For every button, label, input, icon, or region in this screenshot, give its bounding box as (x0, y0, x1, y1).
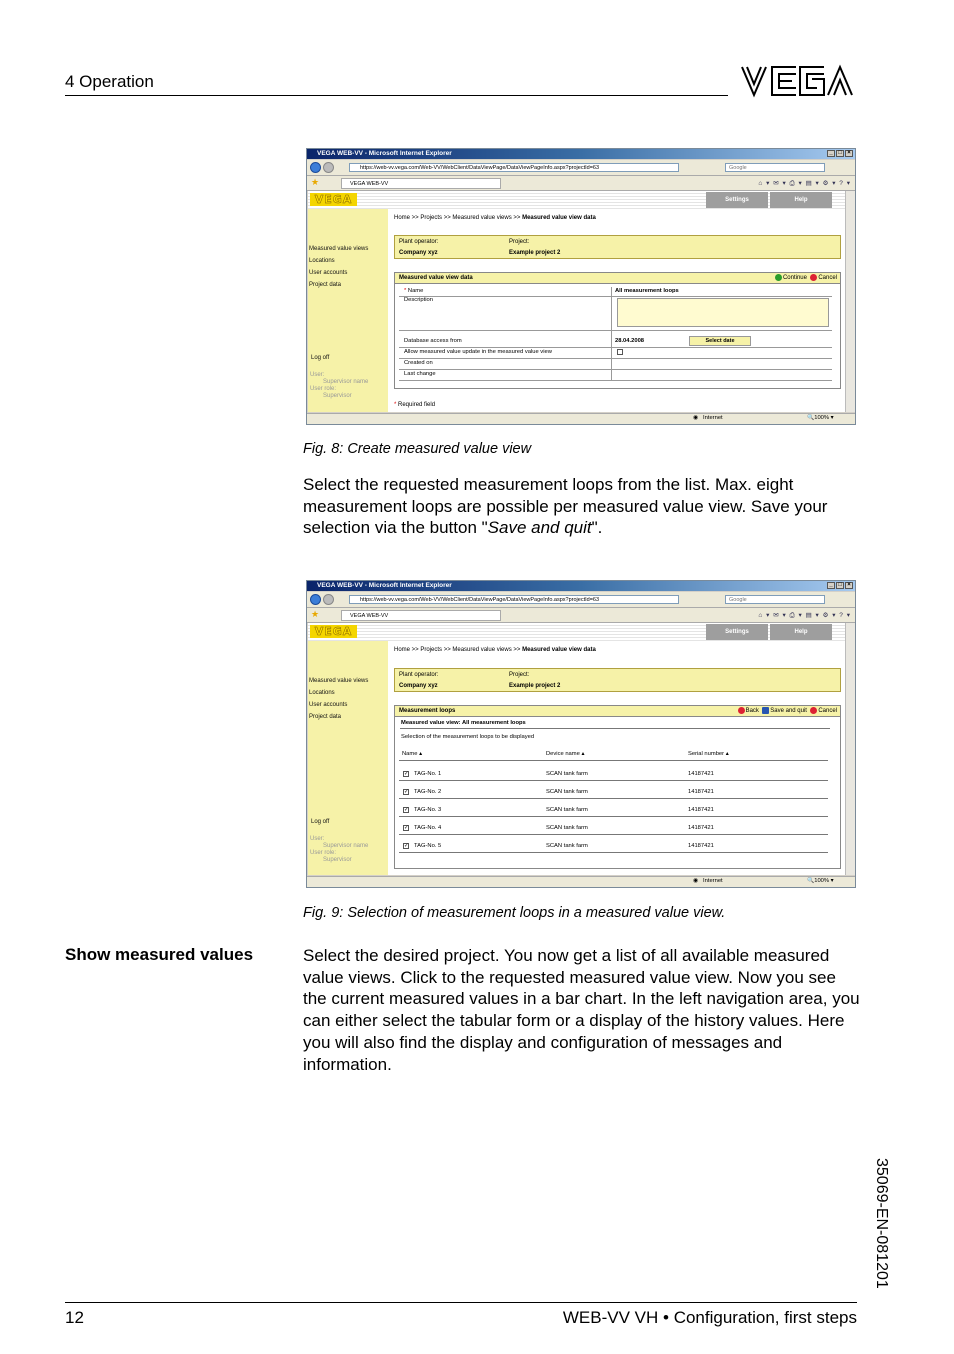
vertical-scrollbar[interactable] (845, 191, 855, 412)
favorites-star-icon[interactable]: ★ (311, 609, 320, 619)
browser-tabbar (307, 176, 855, 191)
back-button[interactable]: Back (738, 708, 759, 714)
toolbar-icons[interactable]: ⌂ ▾ ✉ ▾ ⎙ ▾ ▤ ▾ ⚙ ▾ ? ▾ (758, 180, 851, 187)
column-header-name[interactable]: Name ▴ (402, 751, 422, 757)
page-number: 12 (65, 1308, 84, 1327)
browser-tabbar (307, 608, 855, 623)
window-title: VEGA WEB-VV - Microsoft Internet Explorer (317, 582, 452, 589)
minimize-icon[interactable]: _ (827, 582, 835, 589)
loop-serial: 14187421 (688, 825, 714, 831)
loop-name: TAG-No. 5 (414, 843, 442, 849)
nav-locations[interactable]: Locations (309, 690, 335, 696)
zoom-level[interactable]: 🔍100% ▾ (807, 878, 834, 884)
forward-arrow-icon[interactable] (323, 594, 334, 605)
loop-row[interactable] (395, 806, 840, 822)
status-bar (307, 413, 855, 424)
browser-navbar (307, 160, 855, 176)
continue-button[interactable]: Continue (775, 275, 807, 281)
search-box[interactable]: Google (725, 163, 825, 172)
zoom-level[interactable]: 🔍100% ▾ (807, 415, 834, 421)
loop-checkbox[interactable]: ✓ (404, 807, 409, 813)
loop-row[interactable] (395, 788, 840, 804)
save-and-quit-button[interactable]: Save and quit (762, 708, 807, 714)
loop-checkbox[interactable]: ✓ (404, 789, 409, 795)
loop-device: SCAN tank farm (546, 807, 588, 813)
loop-row[interactable] (395, 770, 840, 786)
browser-tab[interactable]: VEGA WEB-VV (341, 610, 501, 621)
log-off-link[interactable]: Log off (311, 355, 330, 361)
site-header (308, 623, 846, 641)
loop-device: SCAN tank farm (546, 771, 588, 777)
header-rule (65, 95, 728, 96)
cancel-button[interactable]: Cancel (810, 708, 837, 714)
footer-title: WEB-VV VH • Configuration, first steps (562, 1308, 857, 1327)
loop-name: TAG-No. 1 (414, 771, 442, 777)
address-bar[interactable]: https://web-vv.vega.com/Web-VV/WebClient/DataViewPage/DataViewPageInfo.aspx?projectId=63 (349, 163, 679, 172)
settings-button[interactable]: Settings (706, 192, 768, 208)
breadcrumb: Home >> Projects >> Measured value views >> Measured value view data (394, 215, 596, 221)
forward-arrow-icon[interactable] (323, 162, 334, 173)
loop-device: SCAN tank farm (546, 825, 588, 831)
web-page (308, 623, 846, 875)
settings-button[interactable]: Settings (706, 624, 768, 640)
description-row: Description (399, 296, 832, 331)
web-page (308, 191, 846, 412)
document-id: 35069-EN-081201 (873, 1158, 890, 1289)
globe-icon: ◉ (693, 415, 699, 421)
nav-locations[interactable]: Locations (309, 258, 335, 264)
allow-update-checkbox[interactable] (617, 349, 623, 355)
site-header (308, 191, 846, 209)
loop-checkbox[interactable]: ✓ (404, 843, 409, 849)
breadcrumb: Home >> Projects >> Measured value views >> Measured value view data (394, 647, 596, 653)
nav-user-accounts[interactable]: User accounts (309, 270, 348, 276)
log-off-link[interactable]: Log off (311, 819, 330, 825)
project-info-box: Plant operator: Project: Company xyz Example project 2 (394, 235, 841, 259)
maximize-icon[interactable]: □ (836, 582, 844, 589)
vega-logo (740, 64, 858, 98)
allow-update-row: Allow measured value update in the measured value view (399, 347, 832, 359)
figure-8-caption: Fig. 8: Create measured value view (303, 441, 532, 457)
nav-project-data[interactable]: Project data (309, 714, 342, 720)
created-on-row: Created on (399, 358, 832, 370)
panel-title: Measurement loops (395, 706, 840, 717)
figure-9-screenshot (306, 580, 856, 888)
minimize-icon[interactable]: _ (827, 150, 835, 157)
project-info-box: Plant operator: Project: Company xyz Example project 2 (394, 668, 841, 692)
loop-row[interactable] (395, 842, 840, 858)
browser-navbar (307, 592, 855, 608)
last-change-row: Last change (399, 369, 832, 381)
name-input[interactable]: All measurement loops (615, 288, 679, 294)
loop-device: SCAN tank farm (546, 843, 588, 849)
loop-device: SCAN tank farm (546, 789, 588, 795)
browser-tab[interactable]: VEGA WEB-VV (341, 178, 501, 189)
security-zone: Internet (703, 415, 723, 421)
panel-title: Measured value view data (395, 273, 840, 284)
toolbar-icons[interactable]: ⌂ ▾ ✉ ▾ ⎙ ▾ ▤ ▾ ⚙ ▾ ? ▾ (758, 612, 851, 619)
window-titlebar (307, 581, 855, 591)
figure-8-screenshot (306, 148, 856, 425)
help-button[interactable]: Help (770, 192, 832, 208)
figure-9-caption: Fig. 9: Selection of measurement loops in a measured value view. (303, 905, 726, 921)
security-zone: Internet (703, 878, 723, 884)
loop-serial: 14187421 (688, 807, 714, 813)
cancel-button[interactable]: Cancel (810, 275, 837, 281)
loop-serial: 14187421 (688, 843, 714, 849)
nav-user-accounts[interactable]: User accounts (309, 702, 348, 708)
status-bar (307, 876, 855, 887)
back-arrow-icon[interactable] (310, 162, 321, 173)
footer-rule (65, 1302, 857, 1303)
nav-project-data[interactable]: Project data (309, 282, 342, 288)
close-icon[interactable]: × (845, 150, 853, 157)
window-titlebar (307, 149, 855, 159)
loop-serial: 14187421 (688, 789, 714, 795)
user-info: User: Supervisor name User role: Supervisor (310, 372, 369, 399)
nav-measured-value-views[interactable]: Measured value views (309, 246, 369, 252)
loop-checkbox[interactable]: ✓ (404, 771, 409, 777)
globe-icon: ◉ (693, 878, 699, 884)
paragraph-show-values: Select the desired project. You now get a list of all available measured value views. Click to the requested measured value view. Now you see the current measured values in a bar chart. In the left navigation area, you can either select the tabular form or a display of the history values. Here you will also find the display and configuration of messages and information. (303, 946, 860, 1074)
address-bar[interactable]: https://web-vv.vega.com/Web-VV/WebClient/DataViewPage/DataViewPageInfo.aspx?projectId=63 (349, 595, 679, 604)
required-field-note: * Required field (394, 402, 436, 408)
paragraph-select-loops: Select the requested measurement loops from the list. Max. eight measurement loops are possible per measured value view. Save your selection via the button "Save and quit". (303, 475, 828, 538)
measurement-loops-panel (394, 705, 841, 869)
back-arrow-icon[interactable] (310, 594, 321, 605)
maximize-icon[interactable]: □ (836, 150, 844, 157)
section-header: 4 Operation (65, 72, 154, 91)
favorites-star-icon[interactable]: ★ (311, 177, 320, 187)
loop-checkbox[interactable]: ✓ (404, 825, 409, 831)
column-header-device[interactable]: Device name ▴ (546, 751, 585, 757)
section-heading: Show measured values (65, 945, 254, 964)
column-header-serial[interactable]: Serial number ▴ (688, 751, 729, 757)
select-date-button[interactable]: Select date (689, 336, 751, 346)
close-icon[interactable]: × (845, 582, 853, 589)
site-logo[interactable]: VEGA (310, 625, 357, 638)
loop-name: TAG-No. 3 (414, 807, 442, 813)
search-box[interactable]: Google (725, 595, 825, 604)
view-title: Measured value view: All measurement loops (401, 720, 526, 726)
loop-name: TAG-No. 4 (414, 825, 442, 831)
database-access-row: Database access from 28.04.2008 Select date (399, 336, 832, 348)
vertical-scrollbar[interactable] (845, 623, 855, 875)
selection-hint: Selection of the measurement loops to be displayed (401, 734, 535, 740)
help-button[interactable]: Help (770, 624, 832, 640)
loop-name: TAG-No. 2 (414, 789, 442, 795)
loop-serial: 14187421 (688, 771, 714, 777)
left-navigation (308, 641, 388, 875)
name-row: * Name All measurement loops (399, 287, 832, 297)
description-textarea[interactable] (617, 298, 829, 327)
site-logo[interactable]: VEGA (310, 193, 357, 206)
nav-measured-value-views[interactable]: Measured value views (309, 678, 369, 684)
user-info: User: Supervisor name User role: Supervisor (310, 836, 369, 863)
loop-row[interactable] (395, 824, 840, 840)
left-navigation (308, 209, 388, 412)
window-title: VEGA WEB-VV - Microsoft Internet Explorer (317, 150, 452, 157)
database-access-date: 28.04.2008 (615, 338, 645, 344)
measured-value-view-panel (394, 272, 841, 389)
